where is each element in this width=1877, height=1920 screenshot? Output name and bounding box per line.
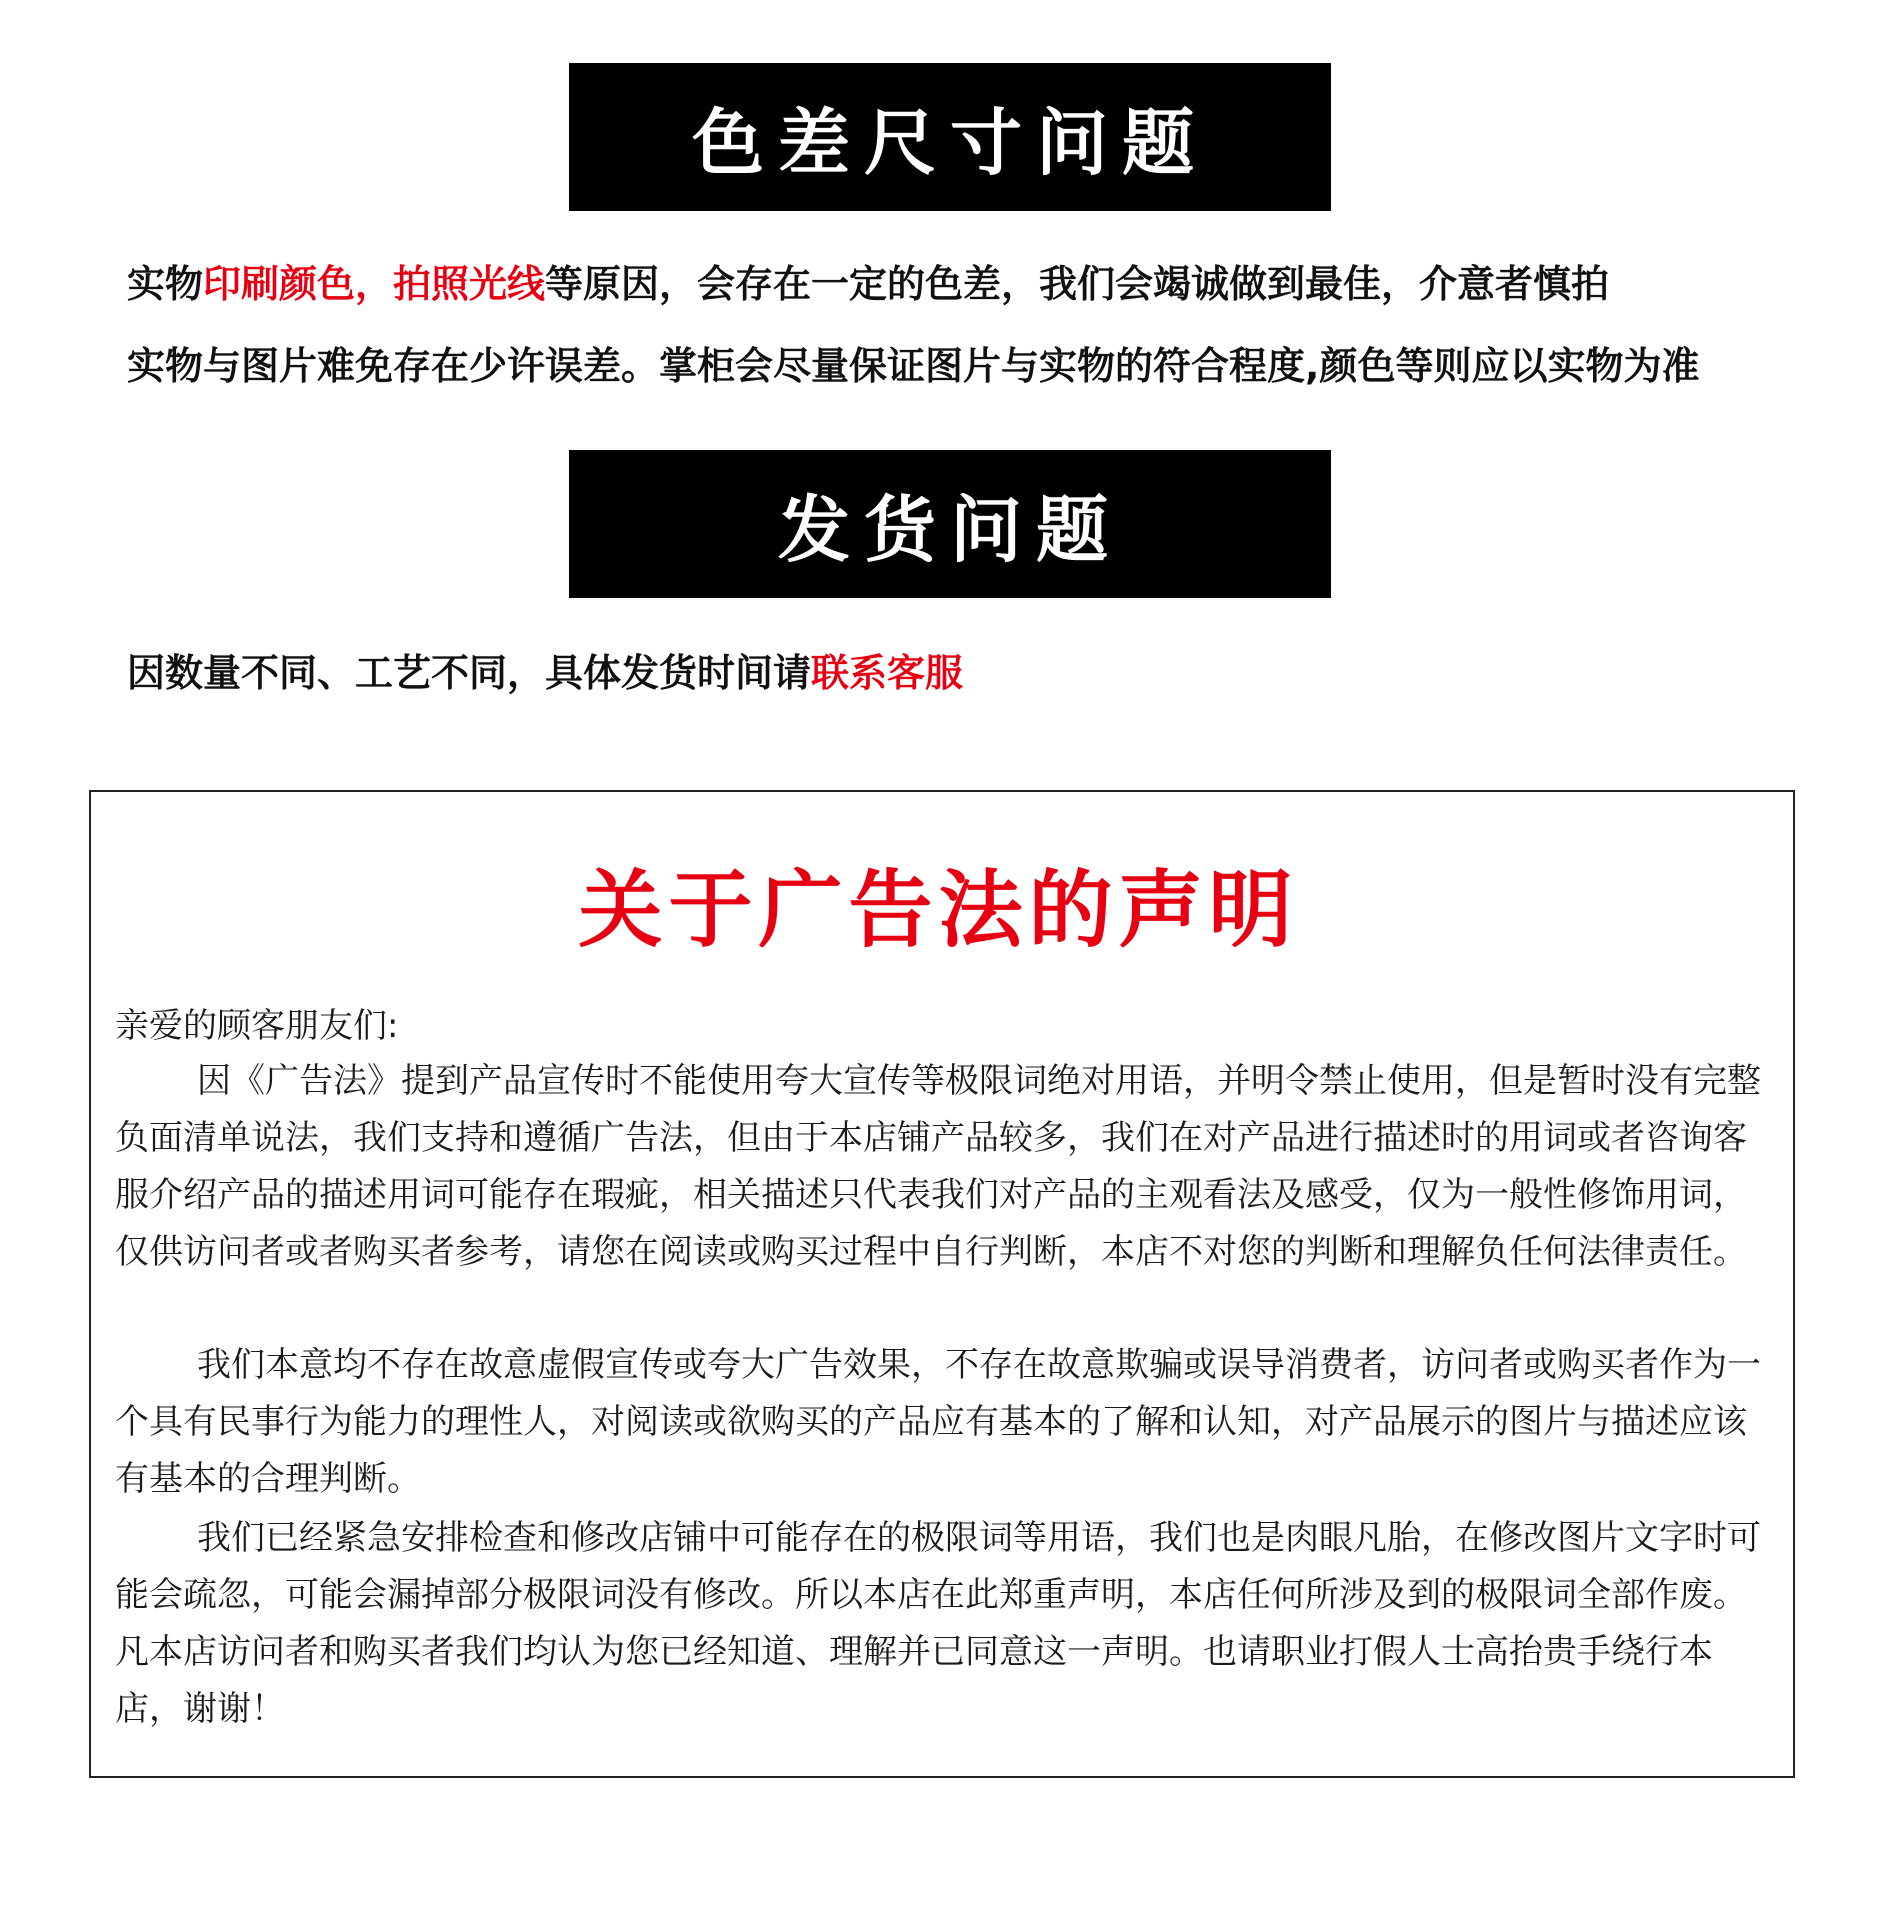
contact-service-highlight: 联系客服	[811, 651, 964, 695]
shipping-line-prefix: 因数量不同、工艺不同，具体发货时间请	[127, 651, 812, 695]
ad-law-statement-title: 关于广告法的声明	[578, 861, 1299, 959]
shipping-banner	[569, 450, 1331, 598]
color-difference-line	[127, 253, 1609, 308]
color-line-prefix: 实物	[127, 262, 204, 306]
color-line-suffix: 等原因，会存在一定的色差，我们会竭诚做到最佳，介意者慎拍	[545, 262, 1610, 306]
statement-paragraph: 我们本意均不存在故意虚假宣传或夸大广告效果，不存在故意欺骗或误导消费者，访问者或购买者作为一个具有民事行为能力的理性人，对阅读或欲购买的产品应有基本的了解和认知，对产品展示的图片与描述应该有基本的合理判断。	[115, 1345, 1761, 1499]
size-error-line: 实物与图片难免存在少许误差。掌柜会尽量保证图片与实物的符合程度,颜色等则应以实物为准	[127, 344, 1700, 388]
statement-paragraph: 因《广告法》提到产品宣传时不能使用夸大宣传等极限词绝对用语，并明令禁止使用，但是暂时没有完整负面清单说法，我们支持和遵循广告法，但由于本店铺产品较多，我们在对产品进行描述时的用词或者咨询客服介绍产品的描述用词可能存在瑕疵，相关描述只代表我们对产品的主观看法及感受，仅为一般性修饰用词，仅供访问者或者购买者参考，请您在阅读或购买过程中自行判断，本店不对您的判断和理解负任何法律责任。	[115, 1061, 1761, 1272]
shipping-line	[127, 642, 963, 697]
color-size-title: 色差尺寸问题	[691, 101, 1208, 185]
color-size-banner	[569, 63, 1331, 211]
statement-paragraph: 我们已经紧急安排检查和修改店铺中可能存在的极限词等用语，我们也是肉眼凡胎，在修改图片文字时可能会疏忽，可能会漏掉部分极限词没有修改。所以本店在此郑重声明，本店任何所涉及到的极限词全部作废。凡本店访问者和购买者我们均认为您已经知道、理解并已同意这一声明。也请职业打假人士高抬贵手绕行本店，谢谢！	[115, 1518, 1761, 1729]
color-line-highlight: 印刷颜色，拍照光线	[203, 262, 546, 306]
statement-greeting: 亲爱的顾客朋友们:	[115, 1006, 399, 1046]
shipping-title: 发货问题	[777, 488, 1122, 572]
